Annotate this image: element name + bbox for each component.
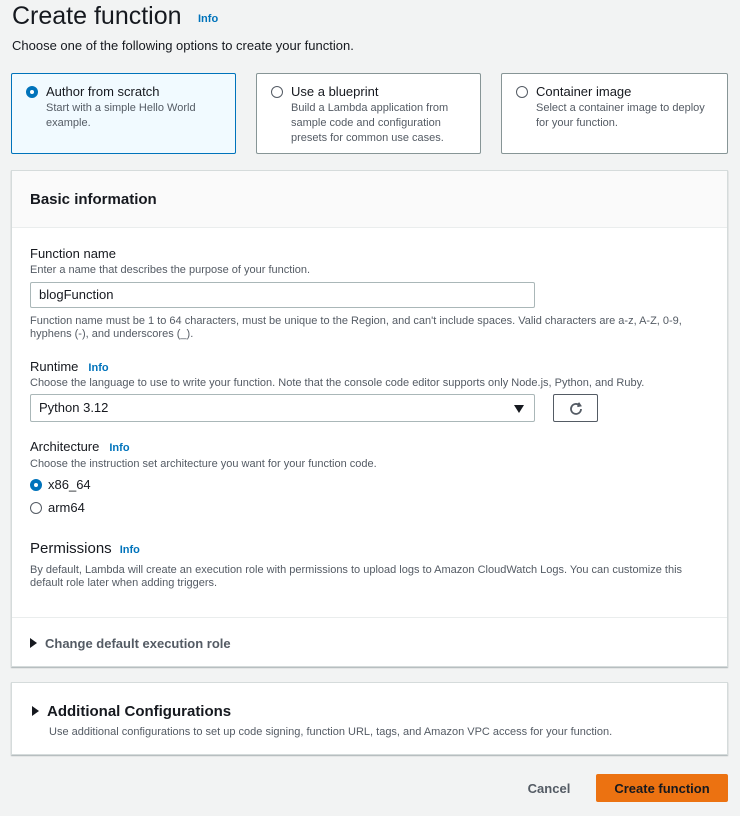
option-label: x86_64 xyxy=(48,477,91,492)
function-name-description: Enter a name that describes the purpose of your function. xyxy=(30,264,311,276)
radio-button[interactable] xyxy=(30,502,42,514)
runtime-label xyxy=(30,359,109,374)
create-function-button[interactable]: Create function xyxy=(596,774,728,802)
architecture-info-link[interactable]: Info xyxy=(109,442,130,454)
runtime-info-link[interactable]: Info xyxy=(88,362,109,374)
option-description: Select a container image to deploy for your function. xyxy=(536,102,705,129)
additional-configurations-panel xyxy=(11,682,728,755)
permissions-description: By default, Lambda will create an execution role with permissions to upload logs to Amazon CloudWatch Logs. You can customize this default role later when adding triggers. xyxy=(30,564,683,589)
permissions-info-link[interactable]: Info xyxy=(119,544,140,556)
option-use-a-blueprint[interactable] xyxy=(256,73,481,154)
runtime-selected-value: Python 3.12 xyxy=(39,400,109,415)
radio-button[interactable] xyxy=(271,86,283,98)
architecture-option-arm64[interactable] xyxy=(30,500,85,515)
panel-title: Basic information xyxy=(30,191,157,208)
additional-configurations-expander[interactable] xyxy=(32,703,727,720)
function-name-label: Function name xyxy=(30,246,116,261)
page-header xyxy=(12,2,218,31)
option-label: arm64 xyxy=(48,500,85,515)
option-container-image[interactable] xyxy=(501,73,728,154)
panel-header xyxy=(12,171,727,228)
architecture-label-text: Architecture xyxy=(30,439,100,454)
change-execution-role-expander[interactable] xyxy=(12,617,727,667)
architecture-description: Choose the instruction set architecture you want for your function code. xyxy=(30,458,377,470)
option-label: Author from scratch xyxy=(46,84,160,99)
radio-button-checked[interactable] xyxy=(26,86,38,98)
refresh-runtime-button[interactable] xyxy=(553,394,598,422)
refresh-icon xyxy=(568,401,584,417)
radio-button[interactable] xyxy=(516,86,528,98)
page-description: Choose one of the following options to create your function. xyxy=(12,38,354,53)
cancel-button[interactable]: Cancel xyxy=(514,774,584,802)
architecture-label xyxy=(30,439,130,454)
runtime-description: Choose the language to use to write your function. Note that the console code editor supports only Node.js, Python, and Ruby. xyxy=(30,377,645,389)
page-title: Create function xyxy=(12,2,182,30)
option-label: Use a blueprint xyxy=(291,84,379,99)
option-author-from-scratch[interactable] xyxy=(11,73,236,154)
basic-information-panel xyxy=(11,170,728,667)
runtime-label-text: Runtime xyxy=(30,359,79,374)
additional-description: Use additional configurations to set up code signing, function URL, tags, and Amazon VPC access for your function. xyxy=(49,726,613,738)
radio-button-checked[interactable] xyxy=(30,479,42,491)
option-description: Build a Lambda application from sample code and configuration presets for common use cases. xyxy=(291,102,449,144)
creation-option-tiles xyxy=(11,73,728,156)
expander-label: Change default execution role xyxy=(45,636,231,651)
function-name-input[interactable]: blogFunction xyxy=(30,282,535,308)
permissions-heading xyxy=(30,540,140,557)
caret-right-icon xyxy=(32,706,39,716)
architecture-option-x86-64[interactable] xyxy=(30,477,91,492)
info-link[interactable]: Info xyxy=(198,12,219,25)
additional-title: Additional Configurations xyxy=(47,703,232,720)
function-name-constraint: Function name must be 1 to 64 characters, must be unique to the Region, and can't include spaces. Valid characters are a-z, A-Z, 0-9, hyphens (-), and underscores (_). xyxy=(30,315,682,340)
option-description: Start with a simple Hello World example. xyxy=(46,102,196,129)
caret-down-icon xyxy=(514,405,524,413)
option-label: Container image xyxy=(536,84,632,99)
runtime-select[interactable] xyxy=(30,394,535,422)
caret-right-icon xyxy=(30,638,37,648)
permissions-title: Permissions xyxy=(30,540,112,557)
